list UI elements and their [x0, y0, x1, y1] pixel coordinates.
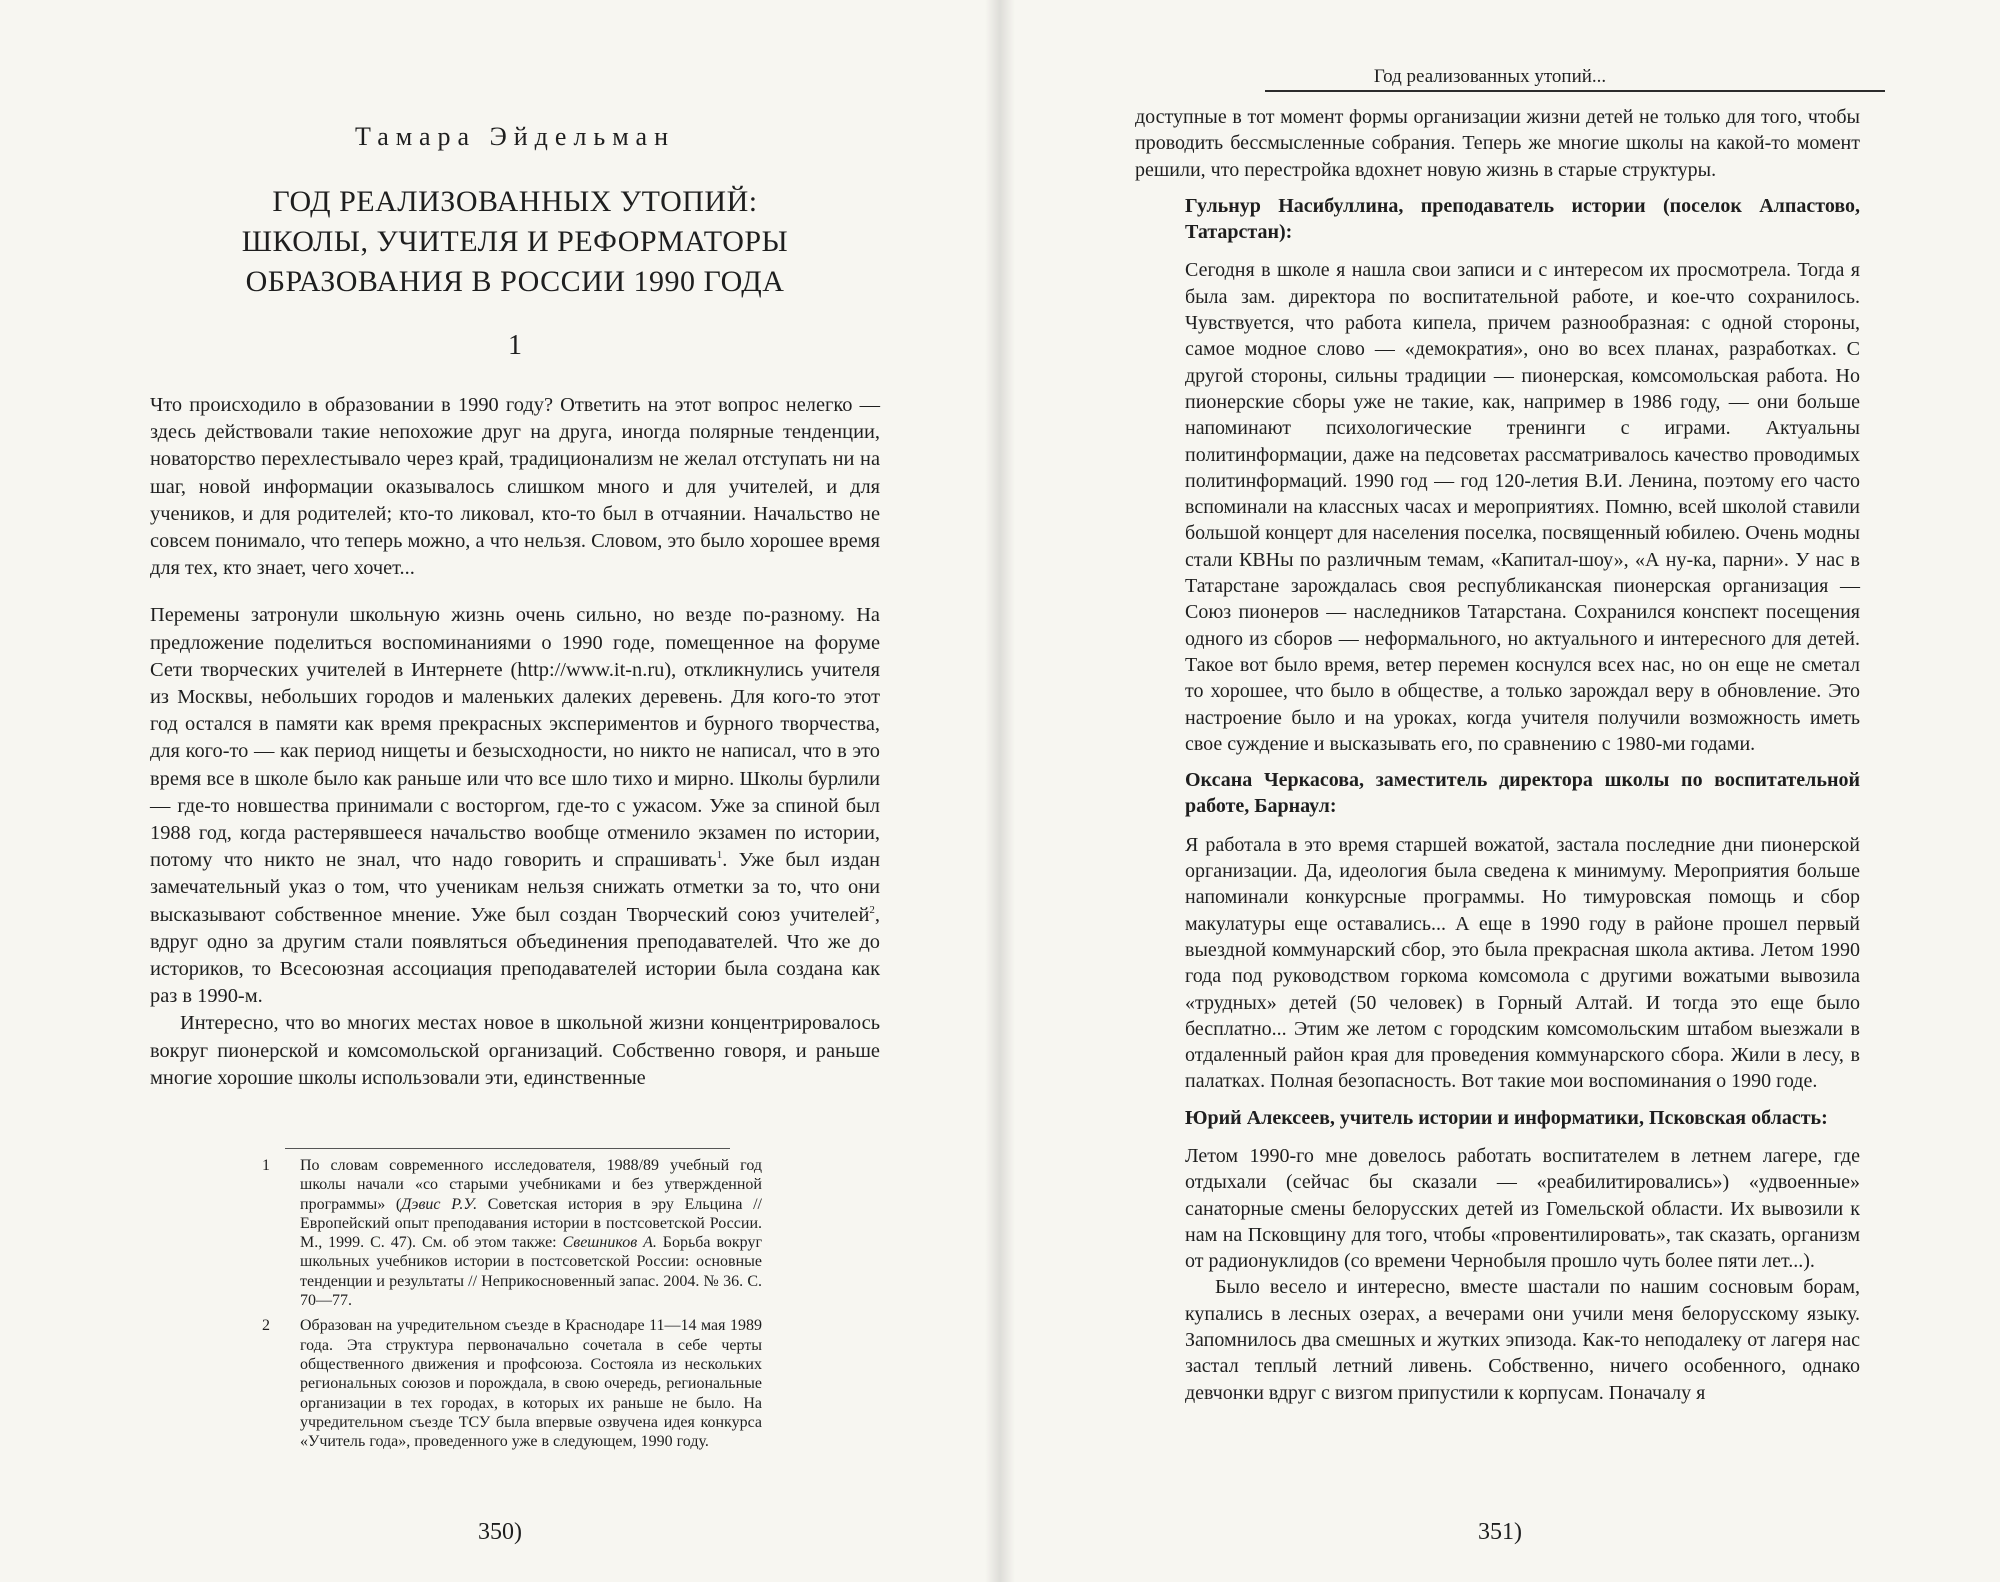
speaker-heading: Оксана Черкасова, заместитель директора школы по воспитательной работе, Барнаул:: [1185, 769, 1860, 818]
body-text: [1135, 104, 1860, 1406]
author-name: Тамара Эйдельман: [354, 122, 676, 151]
footnote-author: Дэвис Р.У.: [401, 1195, 478, 1213]
footnote-ref[interactable]: 2: [869, 903, 875, 916]
paragraph: [150, 602, 880, 1010]
page-number: 350): [478, 1519, 522, 1545]
speaker-heading: Юрий Алексеев, учитель истории и информатики, Псковская область:: [1185, 1106, 1828, 1129]
footnote: [262, 1156, 762, 1310]
quote: Было весело и интересно, вместе шастали по нашим сосновым борам, купались в лесных озерах, а вечерами они учили меня белорусскому языку. Запомнилось два смешных и жутких эпизода. Как-то неподалеку от лагеря нас застал теплый летний ливень. Собственно, ничего особенного, однако девчонки вдруг с визгом припустили к корпусам. Поначалу я: [1185, 1276, 1860, 1404]
paragraph: Интересно, что во многих местах новое в школьной жизни концентрировалось вокруг пионерской и комсомольской организаций. Собственно говоря, и раньше многие хорошие школы использовали эти, единственные: [150, 1012, 880, 1089]
body-text: [150, 392, 880, 1092]
running-head: Год реализованных утопий...: [1373, 66, 1607, 87]
paragraph-part: Перемены затронули школьную жизнь очень сильно, но везде по-разному. На предложение поделиться воспоминаниями о 1990 годе, помещенное на форуме Сети творческих учителей в Интернете (http://www.it-n.ru), откликнулись учителя из Москвы, небольших городов и маленьких далеких деревень. Для кого-то этот год остался в памяти как время прекрасных экспериментов и бурного творчества, для кого-то — как период нищеты и безысходности, но никто не написал, что в это время все в школе было как раньше или что все шло тихо и мирно. Школы бурлили — где-то новшества принимали с восторгом, где-то с ужасом. Уже за спиной был 1988 год, когда растерявшееся начальство вообще отменило экзамен по истории, потому что никто не знал, что надо говорить и спрашивать: [150, 604, 880, 872]
footnote-text: По словам современного исследователя, 1988/89 учебный год школы начали «со старыми учебниками и без утвержденной программы» (: [300, 1157, 762, 1213]
paragraph-part: , вдруг одно за другим стали появляться объединения преподавателей. Что же до историков, то Всесоюзная ассоциация преподавателей истории была создана как раз в 1990-м.: [150, 903, 880, 1008]
footnote: [262, 1316, 762, 1451]
paragraph-part: . Уже был издан замечательный указ о том, что ученикам нельзя снижать отметки за то, что они высказывают собственное мнение. Уже был создан Творческий союз учителей: [150, 849, 880, 926]
footnote-text: Борьба вокруг школьных учебников истории в постсоветской России: основные тенденции и результаты // Неприкосновенный запас. 2004. № 36. С. 70—77.: [300, 1234, 763, 1310]
footnote-divider: [285, 1148, 730, 1149]
quote: Я работала в это время старшей вожатой, застала последние дни пионерской организации. Да, идеология была сведена к минимуму. Мероприятия больше напоминали конкурсные программы. Но тимуровская помощь и сбор макулатуры еще оставались... А еще в 1990 году в районе прошел первый выездной коммунарский сбор, это была прекрасная школа актива. Летом 1990 года под руководством горкома комсомола с другими вожатыми вывозила «трудных» детей (50 человек) в Горный Алтай. И тогда это еще было бесплатно... Этим же летом с городским комсомольским штабом выезжали в отдаленный район края для проведения коммунарского сбора. Жили в лесу, в палатках. Полная безопасность. Вот такие мои воспоминания о 1990 годе.: [1185, 833, 1860, 1093]
quote: Летом 1990-го мне довелось работать воспитателем в летнем лагере, где отдыхали (сейчас бы сказали — «реабилитировались») «удвоенные» санаторные смены белорусских детей из Гомельской области. Их вывозили к нам на Псковщину для того, чтобы «провентилировать», так сказать, организм от радионуклидов (со времени Чернобыля прошло чуть более пяти лет...).: [1185, 1144, 1860, 1273]
running-head-rule: [1265, 90, 1885, 92]
title-line: ГОД РЕАЛИЗОВАННЫХ УТОПИЙ:: [272, 185, 758, 218]
book-gutter-shadow: [985, 0, 1015, 1582]
paragraph: Что происходило в образовании в 1990 году? Ответить на этот вопрос нелегко — здесь действовали такие непохожие друг на друга, иногда полярные тенденции, новаторство перехлестывало через край, традиционализм не желал отступать ни на шаг, новой информации оказывалось слишком много и для учителей, и для учеников, и для родителей; кто-то ликовал, кто-то был в отчаянии. Начальство не совсем понимало, что теперь можно, а что нельзя. Словом, это было хорошее время для тех, кто знает, чего хочет...: [150, 394, 880, 580]
page-number: 351): [1478, 1519, 1522, 1545]
chapter-title: [150, 182, 880, 302]
footnote-text: Образован на учредительном съезде в Краснодаре 11—14 мая 1989 года. Эта структура первоначально сочетала в себе черты общественного движения и профсоюза. Состояла из нескольких региональных союзов и порождала, в свою очередь, региональные организации в тех городах, в которых их раньше не было. На учредительном съезде ТСУ была впервые озвучена идея конкурса «Учитель года», проведенного уже в следующем, 1990 году.: [300, 1317, 762, 1451]
footnote-text: Советская история в эру Ельцина // Европейский опыт преподавания истории в постсоветской России. М., 1999. С. 47). См. об этом также:: [300, 1195, 762, 1252]
section-number: 1: [508, 330, 522, 361]
footnote-number: 1: [262, 1157, 270, 1174]
title-line: ОБРАЗОВАНИЯ В РОССИИ 1990 ГОДА: [245, 265, 785, 298]
speaker-heading: Гульнур Насибуллина, преподаватель истории (поселок Алпастово, Татарстан):: [1185, 194, 1860, 244]
quote: Сегодня в школе я нашла свои записи и с интересом их просмотрела. Тогда я была зам. директора по воспитательной работе, и кое-что сохранилось. Чувствуется, что работа кипела, причем разнообразная: с одной стороны, самое модное слово — «демократия», оно во всех планах, разработках. С другой стороны, сильны традиции — пионерская, комсомольская работа. Но пионерские сборы уже не такие, как, например в 1986 году, — они больше напоминают психологические тренинги с играми. Актуальны политинформации, даже на педсоветах рассматривалось качество проводимых политинформаций. 1990 год — год 120-летия В.И. Ленина, поэтому его часто вспоминали на классных часах и мероприятиях. Помню, всей школой ставили большой концерт для населения поселка, посвященный юбилею. Очень модны стали КВНы по различным темам, «Капитал-шоу», «А ну-ка, парни». У нас в Татарстане зарождалась своя республиканская пионерская организация — Союз пионеров — наследников Татарстана. Сохранился конспект посещения одного из сборов — неформального, но актуального и интересного для детей. Такое вот было время, ветер перемен коснулся всех нас, но он еще не сметал то хорошее, что было в обществе, а только зарождал веру в обновление. Это настроение было и на уроках, когда учителя получили возможность иметь свое суждение и высказывать его, по сравнению с 1980-ми годами.: [1185, 259, 1860, 755]
footnote-author: Свешников А.: [562, 1234, 657, 1252]
title-line: ШКОЛЫ, УЧИТЕЛЯ И РЕФОРМАТОРЫ: [241, 225, 789, 258]
footnote-ref[interactable]: 1: [716, 849, 723, 862]
paragraph: доступные в тот момент формы организации жизни детей не только для того, чтобы проводить бессмысленные собрания. Теперь же многие школы на какой-то момент решили, что перестройка вдохнет новую жизнь в старые структуры.: [1135, 106, 1860, 181]
footnotes: [262, 1156, 762, 1457]
footnote-number: 2: [262, 1317, 270, 1335]
